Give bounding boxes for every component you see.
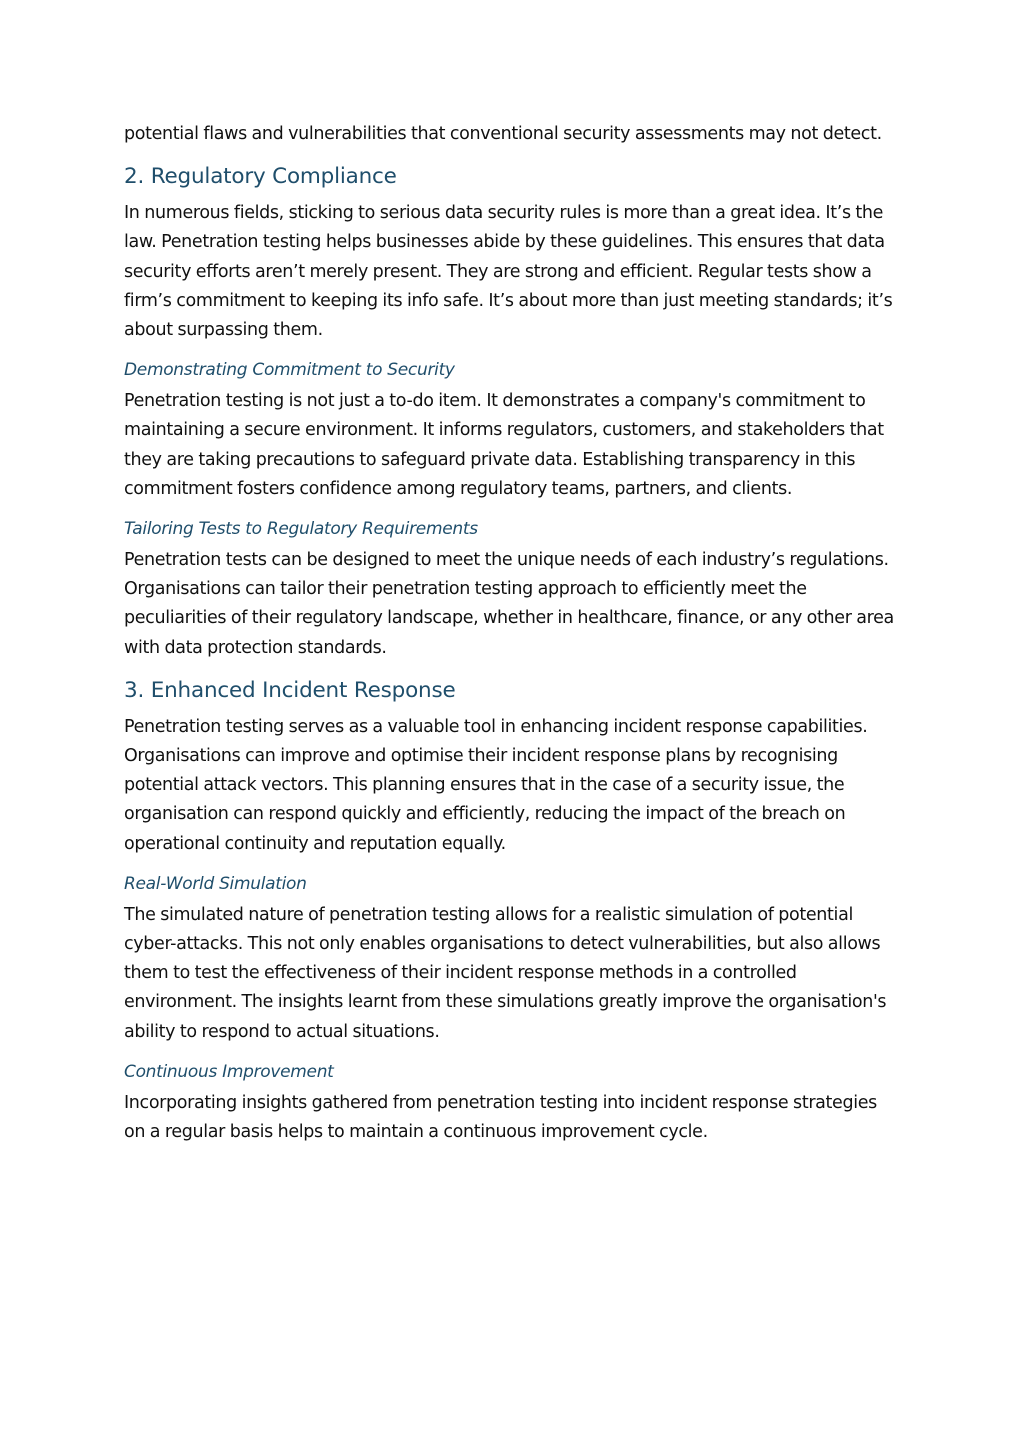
section-heading-regulatory-compliance: 2. Regulatory Compliance [124, 164, 397, 190]
subheading-real-world-simulation: Real-World Simulation [124, 873, 307, 894]
subheading-demonstrating-commitment: Demonstrating Commitment to Security [124, 360, 455, 381]
subheading-continuous-improvement: Continuous Improvement [124, 1061, 334, 1082]
subsection-body-tailoring-tests: Penetration tests can be designed to meet the unique needs of each industry’s regulations. Organisations can tailor their penetration testing approach to efficiently meet the peculiarities of their regulatory landscape, whether in healthcare, finance, or any other area with data protection standards. [124, 550, 894, 658]
subsection-body-demonstrating-commitment: Penetration testing is not just a to-do item. It demonstrates a company's commitment to maintaining a secure environment. It informs regulators, customers, and stakeholders that they are taking precautions to safeguard private data. Establishing transparency in this commitment fosters confidence among regulatory teams, partners, and clients. [124, 391, 884, 499]
intro-paragraph: potential flaws and vulnerabilities that conventional security assessments may not detect. [124, 124, 882, 144]
document-page [124, 120, 900, 1147]
subsection-body-continuous-improvement: Incorporating insights gathered from penetration testing into incident response strategies on a regular basis helps to maintain a continuous improvement cycle. [124, 1092, 877, 1143]
section-heading-incident-response: 3. Enhanced Incident Response [124, 677, 456, 703]
subsection-body-real-world-simulation: The simulated nature of penetration testing allows for a realistic simulation of potential cyber-attacks. This not only enables organisations to detect vulnerabilities, but also allows them to test the effectiveness of their incident response methods in a controlled environment. The insights learnt from these simulations greatly improve the organisation's ability to respond to actual situations. [124, 904, 887, 1042]
section-body-regulatory-compliance: In numerous fields, sticking to serious data security rules is more than a great idea. It’s the law. Penetration testing helps businesses abide by these guidelines. This ensures that data security efforts aren’t merely present. They are strong and efficient. Regular tests show a firm’s commitment to keeping its info safe. It’s about more than just meeting standards; it’s about surpassing them. [124, 203, 893, 341]
section-body-incident-response: Penetration testing serves as a valuable tool in enhancing incident response capabilities. Organisations can improve and optimise their incident response plans by recognising potential attack vectors. This planning ensures that in the case of a security issue, the organisation can respond quickly and efficiently, reducing the impact of the breach on operational continuity and reputation equally. [124, 716, 868, 854]
subheading-tailoring-tests: Tailoring Tests to Regulatory Requirements [124, 519, 478, 540]
